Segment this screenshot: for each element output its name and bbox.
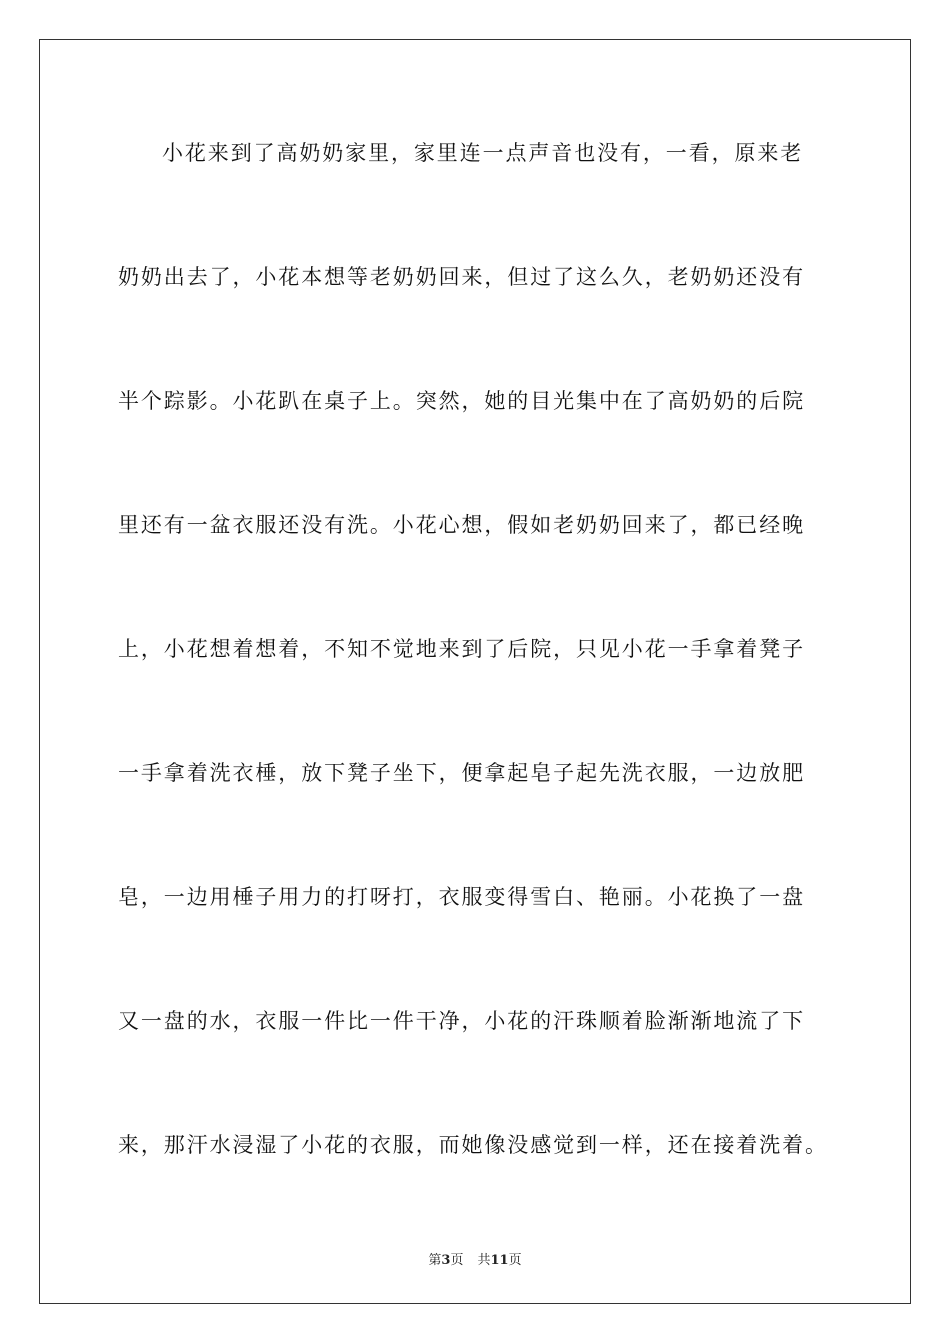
page-number: 3 (441, 1253, 451, 1268)
text-line: 上，小花想着想着，不知不觉地来到了后院，只见小花一手拿着凳子 (118, 637, 805, 661)
total-suffix: 页 (508, 1253, 522, 1268)
text-line: 一手拿着洗衣棰，放下凳子坐下，便拿起皂子起先洗衣服，一边放肥 (118, 761, 805, 785)
text-line: 奶奶出去了，小花本想等老奶奶回来，但过了这么久，老奶奶还没有 (118, 265, 805, 289)
text-line: 来，那汗水浸湿了小花的衣服，而她像没感觉到一样，还在接着洗着。 (118, 1133, 828, 1157)
text-line: 里还有一盆衣服还没有洗。小花心想，假如老奶奶回来了，都已经晚 (118, 513, 805, 537)
total-pages: 11 (490, 1253, 509, 1268)
page-footer (0, 1249, 950, 1268)
text-line: 小花来到了高奶奶家里，家里连一点声音也没有，一看，原来老 (162, 141, 804, 165)
total-prefix: 共 (477, 1253, 491, 1268)
body-paragraph (118, 134, 838, 1250)
text-line: 又一盘的水，衣服一件比一件干净，小花的汗珠顺着脸渐渐地流了下 (118, 1009, 805, 1033)
page-suffix: 页 (450, 1253, 464, 1268)
text-line: 皂，一边用棰子用力的打呀打，衣服变得雪白、艳丽。小花换了一盘 (118, 885, 805, 909)
page-prefix: 第 (428, 1253, 442, 1268)
text-line: 半个踪影。小花趴在桌子上。突然，她的目光集中在了高奶奶的后院 (118, 389, 805, 413)
